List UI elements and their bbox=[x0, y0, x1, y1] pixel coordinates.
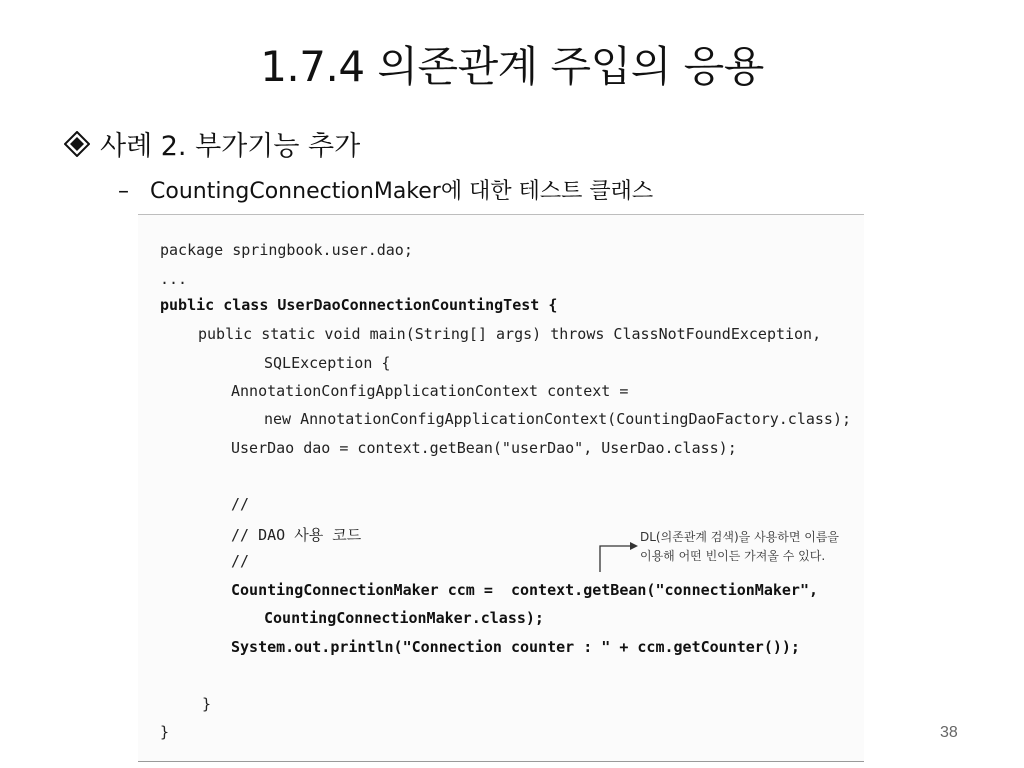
annotation-note bbox=[640, 528, 839, 566]
code-line: new AnnotationConfigApplicationContext(CountingDaoFactory.class); bbox=[264, 410, 851, 428]
code-line: // bbox=[231, 495, 250, 513]
code-line: SQLException { bbox=[264, 354, 391, 372]
annotation-arrow-icon bbox=[596, 540, 640, 578]
code-line: System.out.println("Connection counter : " + ccm.getCounter()); bbox=[231, 638, 800, 656]
annotation-line: DL(의존관계 검색)을 사용하면 이름을 bbox=[640, 530, 840, 544]
page-number: 38 bbox=[940, 724, 958, 741]
code-block bbox=[138, 214, 864, 762]
code-line: public class UserDaoConnectionCountingTest { bbox=[160, 296, 558, 314]
code-line: // bbox=[231, 552, 250, 570]
code-line: UserDao dao = context.getBean("userDao", UserDao.class); bbox=[231, 439, 737, 457]
diamond-bullet-icon bbox=[64, 131, 90, 157]
bullet-level1-text: 사례 2. 부가기능 추가 bbox=[100, 131, 361, 162]
code-line: package springbook.user.dao; bbox=[160, 241, 413, 259]
slide-title: 1.7.4 의존관계 주입의 응용 bbox=[260, 42, 764, 91]
code-line: CountingConnectionMaker.class); bbox=[264, 609, 544, 627]
code-line: ... bbox=[160, 270, 188, 288]
code-line: } bbox=[160, 723, 170, 741]
code-line: public static void main(String[] args) throws ClassNotFoundException, bbox=[198, 325, 822, 343]
bullet-level1 bbox=[64, 124, 360, 163]
code-line: CountingConnectionMaker ccm = context.getBean("connectionMaker", bbox=[231, 581, 818, 599]
dash-bullet: – bbox=[118, 179, 129, 204]
code-line: AnnotationConfigApplicationContext context = bbox=[231, 382, 629, 400]
annotation-line: 이용해 어떤 빈이든 가져올 수 있다. bbox=[640, 549, 826, 563]
code-line: } bbox=[202, 695, 212, 713]
bullet-level2-text: CountingConnectionMaker에 대한 테스트 클래스 bbox=[150, 179, 654, 204]
bullet-level2 bbox=[118, 174, 653, 205]
code-line: // DAO 사용 코드 bbox=[231, 526, 362, 544]
